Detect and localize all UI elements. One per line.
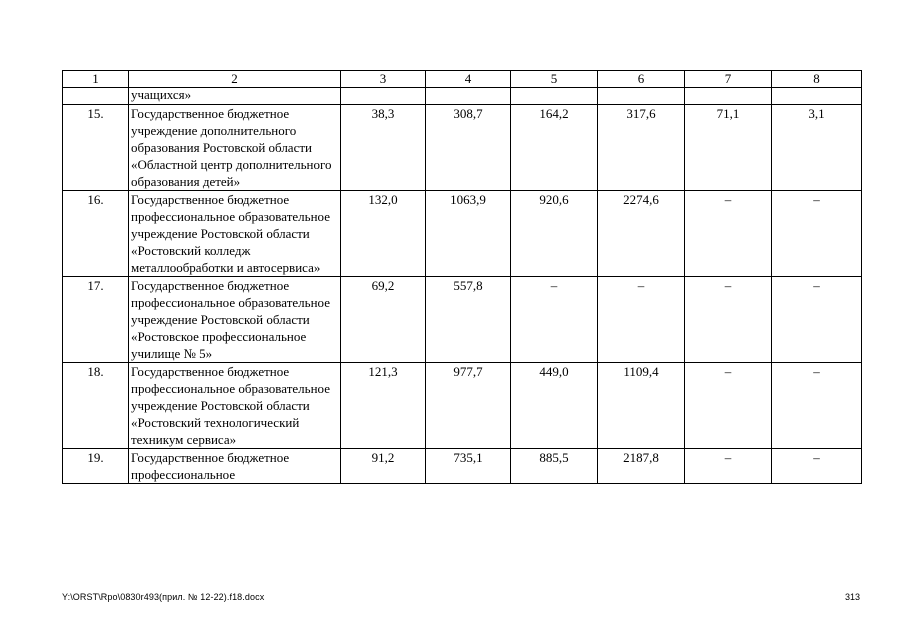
- table-cell: [598, 88, 685, 105]
- column-header-1: 1: [63, 71, 129, 88]
- table-cell-4: 1063,9: [426, 191, 511, 277]
- table-cell: [511, 88, 598, 105]
- table-cell-7: –: [685, 191, 772, 277]
- column-header-2: 2: [129, 71, 341, 88]
- row-number: 16.: [63, 191, 129, 277]
- table-cell-name: учащихся»: [129, 88, 341, 105]
- table-cell-7: 71,1: [685, 105, 772, 191]
- column-header-8: 8: [772, 71, 862, 88]
- table-cell-6: –: [598, 277, 685, 363]
- table-cell-3: 91,2: [341, 449, 426, 484]
- table-cell-5: 164,2: [511, 105, 598, 191]
- table-cell-5: 920,6: [511, 191, 598, 277]
- institution-name: Государственное бюджетное учреждение дополнительного образования Ростовской области «Областной центр дополнительного образования детей»: [129, 105, 341, 191]
- institution-name: Государственное бюджетное профессиональное образовательное учреждение Ростовской области «Ростовский колледж металлообработки и автосервиса»: [129, 191, 341, 277]
- table-cell: [685, 88, 772, 105]
- table-cell-8: 3,1: [772, 105, 862, 191]
- table-cell: [341, 88, 426, 105]
- continuation-row: [63, 88, 862, 105]
- table-cell: [426, 88, 511, 105]
- institution-name: Государственное бюджетное профессиональное образовательное учреждение Ростовской области «Ростовский технологический техникум сервиса»: [129, 363, 341, 449]
- table-cell-6: 1109,4: [598, 363, 685, 449]
- column-header-6: 6: [598, 71, 685, 88]
- table-cell-3: 38,3: [341, 105, 426, 191]
- footer-file-path: Y:\ORST\Rpo\0830r493(прил. № 12-22).f18.docx: [62, 592, 265, 602]
- column-header-4: 4: [426, 71, 511, 88]
- column-header-5: 5: [511, 71, 598, 88]
- table-cell-8: –: [772, 277, 862, 363]
- table-cell-8: –: [772, 191, 862, 277]
- table-cell-3: 121,3: [341, 363, 426, 449]
- table-row: [63, 363, 862, 449]
- table-cell-6: 2274,6: [598, 191, 685, 277]
- table-cell-4: 308,7: [426, 105, 511, 191]
- table-cell-4: 557,8: [426, 277, 511, 363]
- table-cell-7: –: [685, 277, 772, 363]
- table-cell-4: 977,7: [426, 363, 511, 449]
- footer-page-number: 313: [844, 592, 860, 602]
- table-cell-3: 69,2: [341, 277, 426, 363]
- table-cell-7: –: [685, 449, 772, 484]
- table-row: [63, 105, 862, 191]
- table-row: [63, 277, 862, 363]
- column-header-7: 7: [685, 71, 772, 88]
- table-cell-7: –: [685, 363, 772, 449]
- table-cell-4: 735,1: [426, 449, 511, 484]
- table-cell-5: 449,0: [511, 363, 598, 449]
- table-cell-6: 317,6: [598, 105, 685, 191]
- row-number: 17.: [63, 277, 129, 363]
- table-cell: [63, 88, 129, 105]
- table-cell: [772, 88, 862, 105]
- row-number: 18.: [63, 363, 129, 449]
- institution-name: Государственное бюджетное профессиональное образовательное учреждение Ростовской области «Ростовское профессиональное училище № 5»: [129, 277, 341, 363]
- data-table: [62, 70, 862, 484]
- row-number: 15.: [63, 105, 129, 191]
- table-cell-6: 2187,8: [598, 449, 685, 484]
- row-number: 19.: [63, 449, 129, 484]
- table-cell-8: –: [772, 449, 862, 484]
- table-cell-8: –: [772, 363, 862, 449]
- table-cell-5: 885,5: [511, 449, 598, 484]
- column-header-3: 3: [341, 71, 426, 88]
- header-row: [63, 71, 862, 88]
- table-row: [63, 449, 862, 484]
- institution-name: Государственное бюджетное профессиональное: [129, 449, 341, 484]
- table-row: [63, 191, 862, 277]
- table-cell-3: 132,0: [341, 191, 426, 277]
- table-cell-5: –: [511, 277, 598, 363]
